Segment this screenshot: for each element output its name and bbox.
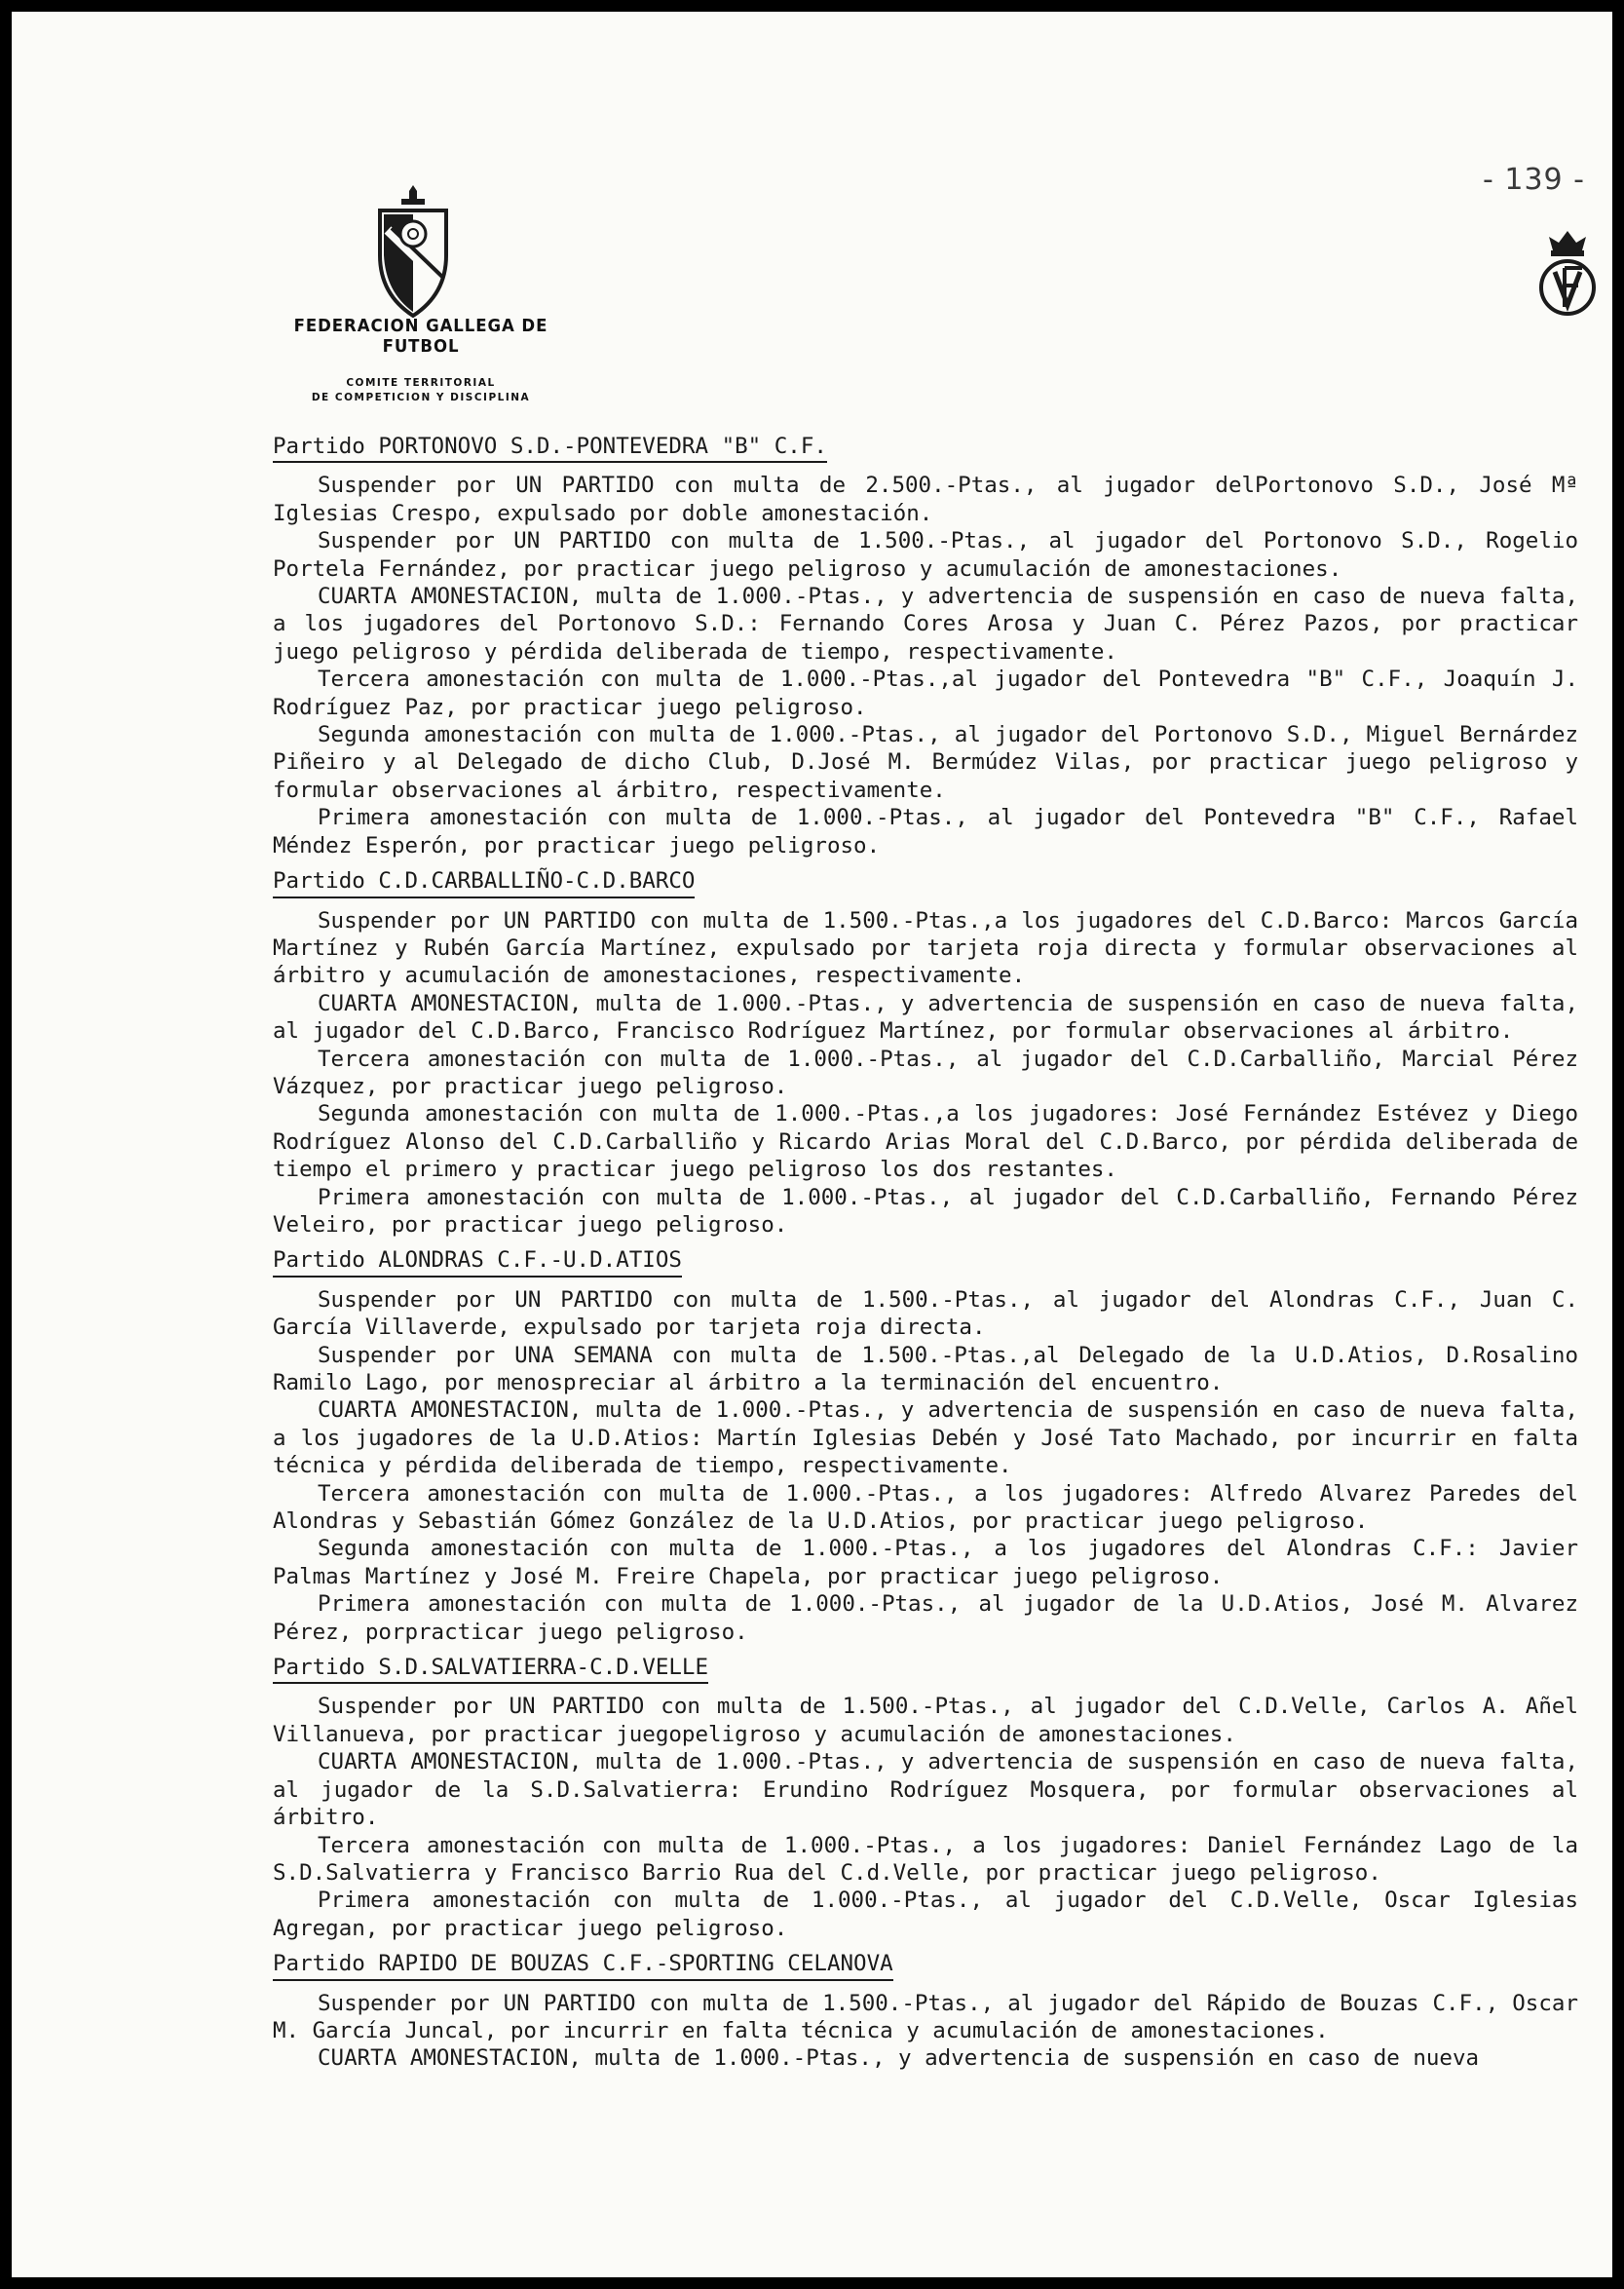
sanction-paragraph: CUARTA AMONESTACION, multa de 1.000.-Ptas., y advertencia de suspensión en caso de nueva falta, a los jugadores del Portonovo S.D.: Fernando Cores Arosa y Juan C. Pérez Pazos, por practicar juego peligroso y pérdida deliberada de tiempo, respectivamente. [273,584,1578,665]
sanction-paragraph: Tercera amonestación con multa de 1.000.-Ptas., a los jugadores: Alfredo Alvarez Paredes del Alondras y Sebastián Gómez González de la U.D.Atios, por practicar juego peligroso. [273,1480,1578,1535]
sanction-paragraph: Tercera amonestación con multa de 1.000.-Ptas., a los jugadores: Daniel Fernández Lago de la S.D.Salvatierra y Francisco Barrio Rua del C.d.Velle, por practicar juego peligroso. [273,1832,1578,1886]
sanction-paragraph: CUARTA AMONESTACION, multa de 1.000.-Ptas., y advertencia de suspensión en caso de nueva falta, a los jugadores de la U.D.Atios: Martín Iglesias Debén y José Tato Machado, por incurrir en falta técnica y pérdida deliberada de tiempo, respectivamente. [273,1397,1578,1479]
match-section [273,427,1578,859]
sanction-paragraph: Suspender por UN PARTIDO con multa de 1.500.-Ptas., al jugador del Rápido de Bouzas C.F., Oscar M. García Juncal, por incurrir en falta técnica y acumulación de amonestaciones. [273,1990,1578,2043]
sanction-paragraph: Primera amonestación con multa de 1.000.-Ptas., al jugador de la U.D.Atios, José M. Alvarez Pérez, porpracticar juego peligroso. [273,1591,1578,1645]
federation-name: FEDERACION GALLEGA DE FUTBOL [293,316,548,357]
match-section [273,1944,1578,2073]
sanction-paragraph: Tercera amonestación con multa de 1.000.-Ptas.,al jugador del Pontevedra "B" C.F., Joaquín J. Rodríguez Paz, por practicar juego peligroso. [273,667,1578,720]
committee-name: COMITE TERRITORIAL [346,377,496,389]
sanction-paragraph: Segunda amonestación con multa de 1.000.-Ptas.,a los jugadores: José Fernández Estévez y Diego Rodríguez Alonso del C.D.Carballiño y Ricardo Arias Moral del C.D.Barco, por pérdida deliberada de tiempo el primero y practicar juego peligroso los dos restantes. [273,1101,1578,1183]
match-title: Partido S.D.SALVATIERRA-C.D.VELLE [273,1654,708,1684]
federation-letterhead [255,316,586,405]
sanction-paragraph: CUARTA AMONESTACION, multa de 1.000.-Ptas., y advertencia de suspensión en caso de nueva falta, al jugador del C.D.Barco, Francisco Rodríguez Martínez, por formular observaciones al árbitro. [273,990,1578,1045]
sanction-paragraph: Suspender por UN PARTIDO con multa de 1.500.-Ptas., al jugador del Alondras C.F., Juan C. García Villaverde, expulsado por tarjeta roja directa. [273,1286,1578,1341]
committee-subtitle: DE COMPETICION Y DISCIPLINA [311,392,531,403]
sanction-paragraph: Primera amonestación con multa de 1.000.-Ptas., al jugador del Pontevedra "B" C.F., Rafael Méndez Esperón, por practicar juego peligroso. [273,805,1578,858]
sanction-paragraph: CUARTA AMONESTACION, multa de 1.000.-Ptas., y advertencia de suspensión en caso de nueva falta, al jugador de la S.D.Salvatierra: Erundino Rodríguez Mosquera, por formular observaciones al árbitro. [273,1749,1578,1831]
federation-shield-icon [374,185,452,318]
page-number: - 139 - [1483,163,1585,197]
resolutions-content [273,427,1578,2075]
match-section [273,1648,1578,1942]
sanction-paragraph: Suspender por UN PARTIDO con multa de 1.500.-Ptas.,a los jugadores del C.D.Barco: Marcos García Martínez y Rubén García Martínez, expulsado por tarjeta roja directa y formular observaciones al árbitro y acumulación de amonestaciones, respectivamente. [273,907,1578,989]
sanction-paragraph: Suspender por UN PARTIDO con multa de 1.500.-Ptas., al jugador del Portonovo S.D., Rogelio Portela Fernández, por practicar juego peligroso y acumulación de amonestaciones. [273,528,1578,582]
sanction-paragraph: Segunda amonestación con multa de 1.000.-Ptas., a los jugadores del Alondras C.F.: Javier Palmas Martínez y José M. Freire Chapela, por practicar juego peligroso. [273,1536,1578,1589]
sanction-paragraph: Primera amonestación con multa de 1.000.-Ptas., al jugador del C.D.Velle, Oscar Iglesias Agregan, por practicar juego peligroso. [273,1888,1578,1941]
sanction-paragraph: Tercera amonestación con multa de 1.000.-Ptas., al jugador del C.D.Carballiño, Marcial Pérez Vázquez, por practicar juego peligroso. [273,1046,1578,1099]
match-section [273,861,1578,1239]
sanction-paragraph: Primera amonestación con multa de 1.000.-Ptas., al jugador del C.D.Carballiño, Fernando Pérez Veleiro, por practicar juego peligroso. [273,1184,1578,1238]
sanction-paragraph: CUARTA AMONESTACION, multa de 1.000.-Ptas., y advertencia de suspensión en caso de nueva [318,2045,1480,2072]
sanction-paragraph: Suspender por UN PARTIDO con multa de 1.500.-Ptas., al jugador del C.D.Velle, Carlos A. Añel Villanueva, por practicar juegopeligroso y acumulación de amonestaciones. [273,1694,1578,1747]
match-title: Partido RAPIDO DE BOUZAS C.F.-SPORTING CELANOVA [273,1950,893,1980]
match-title: Partido C.D.CARBALLIÑO-C.D.BARCO [273,867,695,897]
match-section [273,1240,1578,1646]
match-title: Partido PORTONOVO S.D.-PONTEVEDRA "B" C.F. [273,433,827,463]
sanction-paragraph: Suspender por UNA SEMANA con multa de 1.500.-Ptas.,al Delegado de la U.D.Atios, D.Rosalino Ramilo Lago, por menospreciar al árbitro a la terminación del encuentro. [273,1342,1578,1395]
sanction-paragraph: Segunda amonestación con multa de 1.000.-Ptas., al jugador del Portonovo S.D., Miguel Bernárdez Piñeiro y al Delegado de dicho Club, D.José M. Bermúdez Vilas, por practicar juego peligroso y formular observaciones al árbitro, respectivamente. [273,722,1578,803]
match-title: Partido ALONDRAS C.F.-U.D.ATIOS [273,1246,682,1277]
sanction-paragraph: Suspender por UN PARTIDO con multa de 2.500.-Ptas., al jugador delPortonovo S.D., José Mª Iglesias Crespo, expulsado por doble amonestación. [273,473,1578,526]
document-page [12,12,1612,2277]
crowned-crest-icon [1535,221,1600,319]
